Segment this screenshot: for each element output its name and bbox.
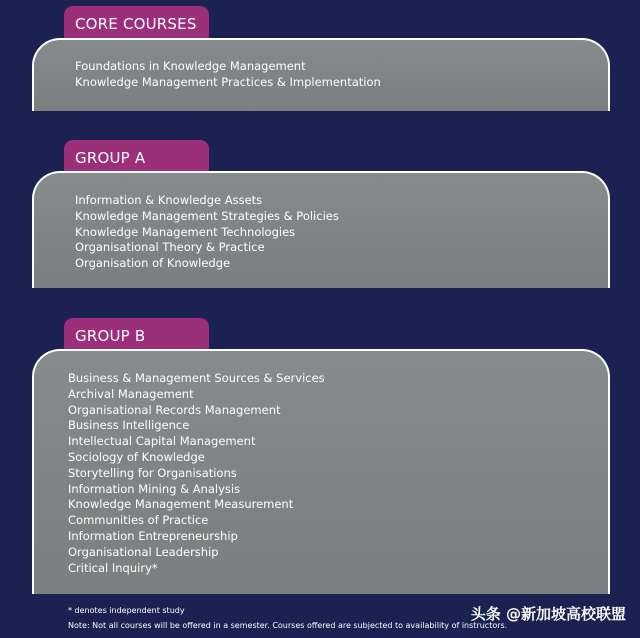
core-courses-list [75,59,381,91]
list-item: Critical Inquiry* [68,560,158,575]
list-item: Knowledge Management Practices & Implementation [75,74,381,89]
group-a-panel [32,171,610,288]
list-item: Information Entrepreneurship [68,528,238,543]
group-b-list [68,371,325,576]
list-item: Organisation of Knowledge [75,256,231,271]
list-item: Storytelling for Organisations [68,465,237,480]
availability-note: Note: Not all courses will be offered in a semester. Courses offered are subjected to availability of instructors. [68,621,508,630]
list-item: Foundations in Knowledge Management [75,59,306,73]
watermark: 头条 @新加坡高校联盟 [470,605,626,623]
list-item: Knowledge Management Strategies & Policies [75,208,339,223]
list-item: Knowledge Management Measurement [68,497,294,512]
list-item: Organisational Theory & Practice [75,240,265,255]
list-item: Intellectual Capital Management [68,434,256,449]
list-item: Archival Management [68,386,194,401]
group-b-tab: GROUP B [64,318,209,358]
list-item: Organisational Leadership [68,544,219,559]
list-item: Organisational Records Management [68,402,281,417]
list-item: Information & Knowledge Assets [75,193,263,207]
group-a-tab: GROUP A [64,140,209,180]
core-courses-tab: CORE COURSES [64,6,209,46]
independent-study-footnote: * denotes independent study [68,606,185,615]
list-item: Sociology of Knowledge [68,449,205,464]
list-item: Information Mining & Analysis [68,481,241,496]
list-item: Business Intelligence [68,418,190,433]
list-item: Business & Management Sources & Services [68,371,325,385]
core-courses-panel [32,38,610,111]
group-a-list [75,193,339,272]
list-item: Communities of Practice [68,513,209,528]
group-b-panel [32,349,610,594]
list-item: Knowledge Management Technologies [75,224,296,239]
